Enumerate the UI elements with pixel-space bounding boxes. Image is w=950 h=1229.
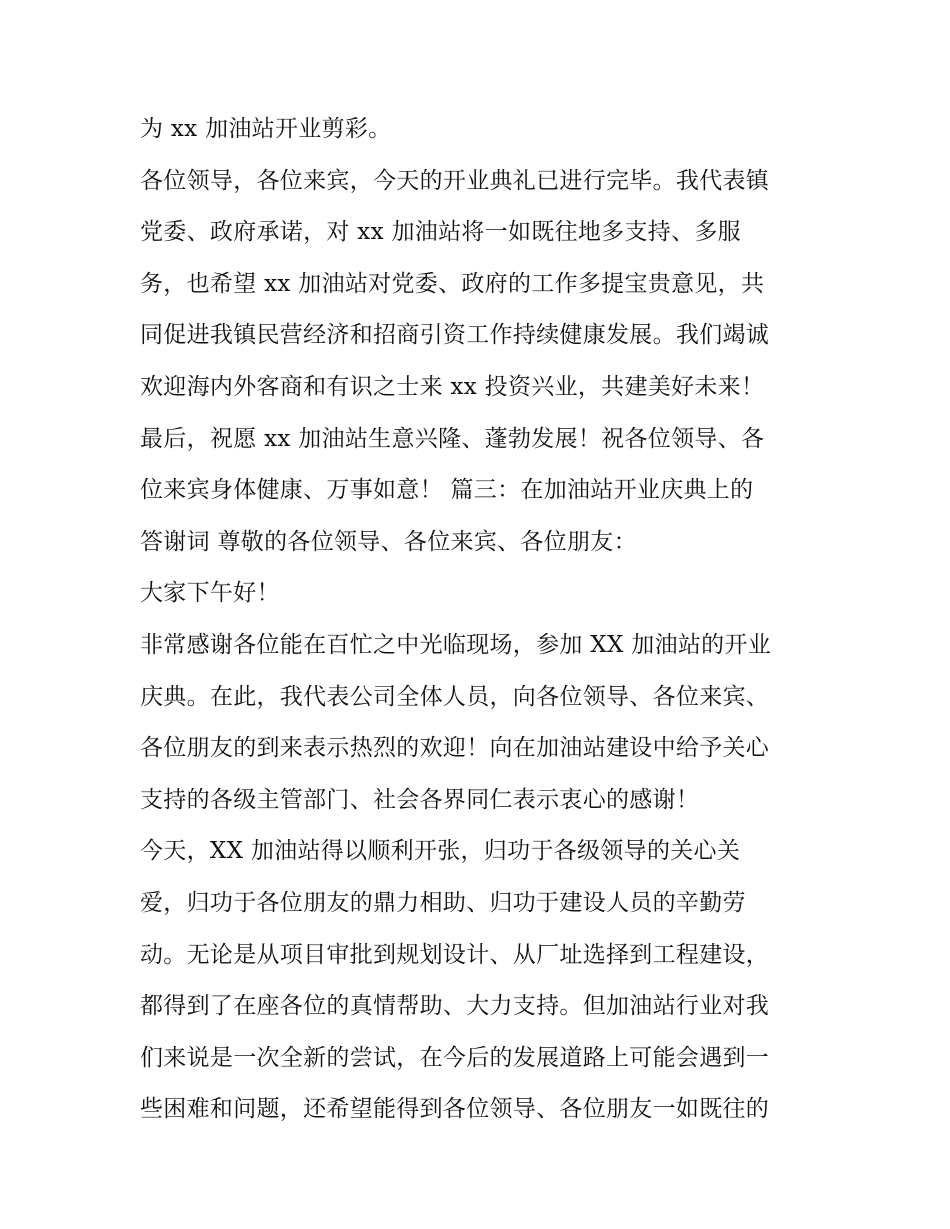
text-line: 最后，祝愿 xx 加油站生意兴隆、蓬勃发展！祝各位领导、各	[140, 425, 765, 452]
text-line: 各位领导，各位来宾，今天的开业典礼已进行完毕。我代表镇	[140, 167, 770, 194]
text-line: 答谢词 尊敬的各位领导、各位来宾、各位朋友：	[140, 528, 637, 555]
text-line: 爱，归功于各位朋友的鼎力相助、归功于建设人员的辛勤劳	[140, 889, 746, 916]
text-line: 务，也希望 xx 加油站对党委、政府的工作多提宝贵意见，共	[140, 270, 765, 297]
text-line: 都得到了在座各位的真情帮助、大力支持。但加油站行业对我	[140, 993, 770, 1020]
text-line: 支持的各级主管部门、社会各界同仁表示衷心的感谢！	[140, 786, 700, 813]
text-line: 们来说是一次全新的尝试，在今后的发展道路上可能会遇到一	[140, 1044, 770, 1071]
text-line: 各位朋友的到来表示热烈的欢迎！向在加油站建设中给予关心	[140, 735, 770, 762]
text-line: 欢迎海内外客商和有识之士来 xx 投资兴业，共建美好未来！	[140, 373, 765, 400]
text-line: 非常感谢各位能在百忙之中光临现场，参加 XX 加油站的开业	[140, 631, 772, 658]
text-line: 动。无论是从项目审批到规划设计、从厂址选择到工程建设，	[140, 941, 770, 968]
text-line: 些困难和问题，还希望能得到各位领导、各位朋友一如既往的	[140, 1096, 770, 1123]
text-line: 同促进我镇民营经济和招商引资工作持续健康发展。我们竭诚	[140, 322, 770, 349]
text-line: 位来宾身体健康、万事如意！ 篇三：在加油站开业庆典上的	[140, 477, 754, 504]
text-line: 大家下午好！	[140, 580, 280, 607]
text-line: 今天，XX 加油站得以顺利开张，归功于各级领导的关心关	[140, 838, 741, 865]
text-line: 庆典。在此，我代表公司全体人员，向各位领导、各位来宾、	[140, 683, 770, 710]
text-line: 党委、政府承诺，对 xx 加油站将一如既往地多支持、多服	[140, 219, 741, 246]
text-line: 为 xx 加油站开业剪彩。	[140, 116, 392, 142]
document-body	[140, 104, 820, 1136]
